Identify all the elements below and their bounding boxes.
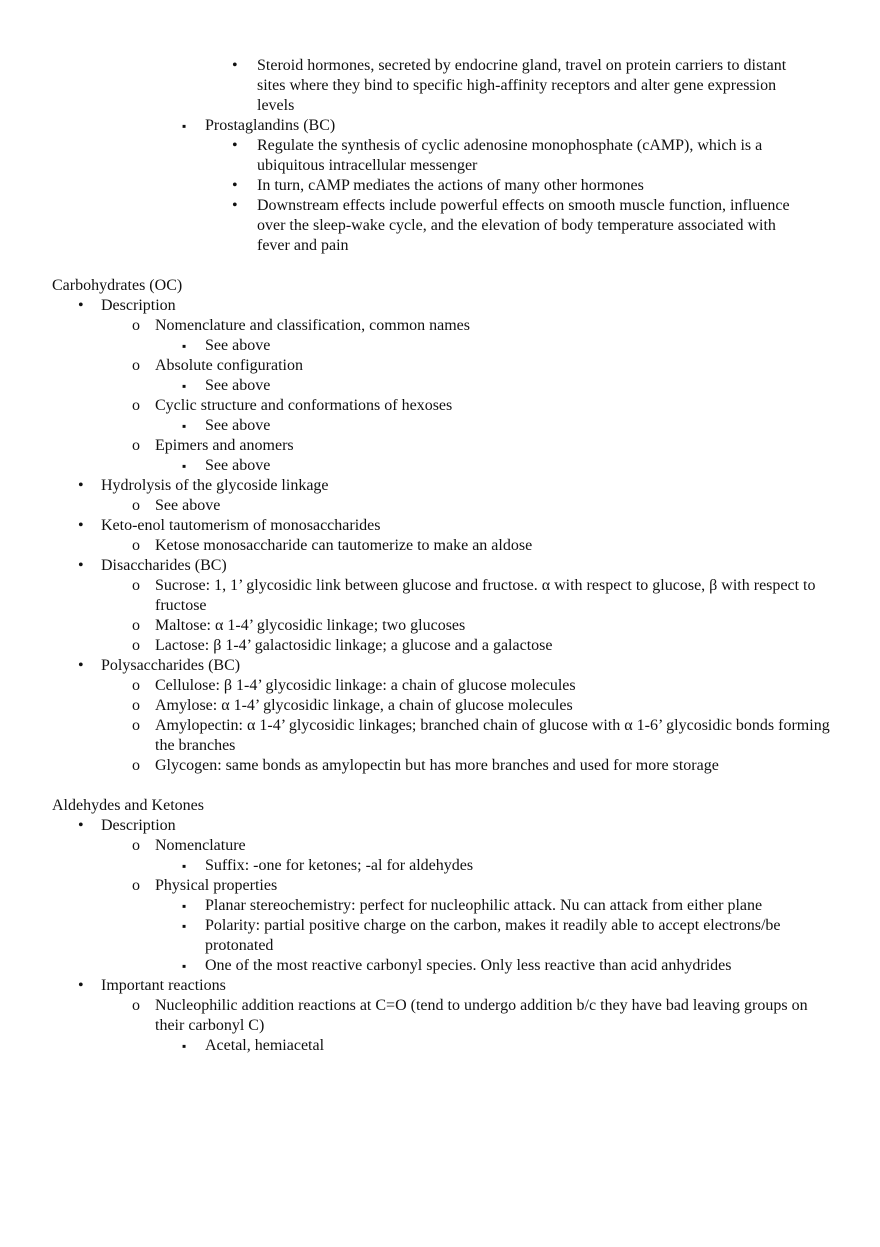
circle-bullet-icon: o [132,437,140,454]
list-item [0,436,830,456]
square-bullet-icon: ▪ [182,119,187,133]
list-item-text: Maltose: α 1-4’ glycosidic linkage; two glucoses [155,617,466,634]
list-item-text: See above [205,377,271,394]
circle-bullet-icon: o [132,317,140,334]
list-item [0,556,830,576]
circle-bullet-icon: o [132,617,140,634]
list-item-text: Nomenclature [155,837,246,854]
list-item [0,316,830,336]
list-item [0,956,830,976]
list-item [0,896,830,916]
list-item-text: Amylopectin: α 1-4’ glycosidic linkages; branched chain of glucose with α 1-6’ glycosidic bonds forming the branches [155,717,830,754]
list-item-text: Polarity: partial positive charge on the carbon, makes it readily able to accept electrons/be protonated [205,917,781,954]
list-item-text: Polysaccharides (BC) [101,657,241,674]
list-item [0,516,830,536]
list-item [0,696,830,716]
square-bullet-icon: ▪ [182,919,187,933]
list-item [0,136,812,176]
list-item [0,196,812,256]
list-item-text: Keto-enol tautomerism of monosaccharides [101,517,381,534]
list-item [0,336,830,356]
list-item [0,636,830,656]
list-item [0,496,830,516]
circle-bullet-icon: o [132,637,140,654]
list-item-text: Planar stereochemistry: perfect for nucleophilic attack. Nu can attack from either plane [205,897,763,914]
list-item-text: Lactose: β 1-4’ galactosidic linkage; a glucose and a galactose [155,637,553,654]
bullet-icon: • [78,817,84,834]
section-heading: Carbohydrates (OC) [52,277,183,294]
list-item-text: One of the most reactive carbonyl species. Only less reactive than acid anhydrides [205,957,732,974]
list-item [0,176,812,196]
bullet-icon: • [232,137,238,154]
section-spacer [0,256,880,276]
list-item [0,456,830,476]
list-item-text: Physical properties [155,877,278,894]
circle-bullet-icon: o [132,877,140,894]
list-item [0,116,830,136]
list-item-text: Cellulose: β 1-4’ glycosidic linkage: a chain of glucose molecules [155,677,576,694]
list-item [0,756,830,776]
list-item-text: Glycogen: same bonds as amylopectin but has more branches and used for more storage [155,757,719,774]
list-item [0,376,830,396]
list-item-text: Amylose: α 1-4’ glycosidic linkage, a chain of glucose molecules [155,697,573,714]
list-item [0,416,830,436]
list-item-text: Description [101,297,176,314]
square-bullet-icon: ▪ [182,1039,187,1053]
square-bullet-icon: ▪ [182,339,187,353]
list-item-text: Epimers and anomers [155,437,294,454]
square-bullet-icon: ▪ [182,859,187,873]
bullet-icon: • [78,517,84,534]
section-heading: Aldehydes and Ketones [52,797,204,814]
section-spacer [0,776,880,796]
bullet-icon: • [78,477,84,494]
list-item [0,536,830,556]
circle-bullet-icon: o [132,577,140,594]
circle-bullet-icon: o [132,397,140,414]
list-item-text: Suffix: -one for ketones; -al for aldehydes [205,857,474,874]
bullet-icon: • [232,177,238,194]
list-item [0,856,830,876]
bullet-icon: • [232,57,238,74]
circle-bullet-icon: o [132,497,140,514]
circle-bullet-icon: o [132,677,140,694]
list-item-text: Description [101,817,176,834]
list-item-text: Absolute configuration [155,357,303,374]
bullet-icon: • [78,557,84,574]
bullet-icon: • [232,197,238,214]
list-item [0,296,830,316]
list-item-text: In turn, cAMP mediates the actions of many other hormones [257,177,644,194]
circle-bullet-icon: o [132,757,140,774]
list-item-text: Important reactions [101,977,226,994]
list-item [0,1036,830,1056]
list-item [0,976,830,996]
list-item [0,656,830,676]
list-item [0,356,830,376]
list-item-text: See above [205,457,271,474]
list-item [0,876,830,896]
list-item [0,616,830,636]
square-bullet-icon: ▪ [182,419,187,433]
circle-bullet-icon: o [132,717,140,734]
list-item-text: See above [155,497,221,514]
list-item-text: See above [205,417,271,434]
circle-bullet-icon: o [132,537,140,554]
list-item-text: Disaccharides (BC) [101,557,227,574]
circle-bullet-icon: o [132,357,140,374]
list-item-text: Steroid hormones, secreted by endocrine gland, travel on protein carriers to distant sites where they bind to specific high-affinity receptors and alter gene expression levels [257,57,787,114]
list-item-text: See above [205,337,271,354]
list-item-text: Prostaglandins (BC) [205,117,336,134]
square-bullet-icon: ▪ [182,379,187,393]
list-item-text: Acetal, hemiacetal [205,1037,325,1054]
list-item-text: Nomenclature and classification, common names [155,317,471,334]
circle-bullet-icon: o [132,697,140,714]
list-item [0,836,830,856]
list-item [0,476,830,496]
list-item-text: Hydrolysis of the glycoside linkage [101,477,329,494]
circle-bullet-icon: o [132,837,140,854]
circle-bullet-icon: o [132,997,140,1014]
square-bullet-icon: ▪ [182,899,187,913]
list-item-text: Nucleophilic addition reactions at C=O (tend to undergo addition b/c they have bad leaving groups on their carbonyl C) [155,997,808,1034]
list-item [0,396,830,416]
square-bullet-icon: ▪ [182,459,187,473]
bullet-icon: • [78,977,84,994]
list-item [0,996,830,1036]
square-bullet-icon: ▪ [182,959,187,973]
list-item-text: Regulate the synthesis of cyclic adenosine monophosphate (cAMP), which is a ubiquitous intracellular messenger [257,137,763,174]
list-item-text: Cyclic structure and conformations of hexoses [155,397,453,414]
list-item-text: Sucrose: 1, 1’ glycosidic link between glucose and fructose. α with respect to glucose, β with respect to fructose [155,577,816,614]
bullet-icon: • [78,657,84,674]
list-item [0,816,830,836]
list-item [0,916,830,956]
list-item-text: Downstream effects include powerful effects on smooth muscle function, influence over the sleep-wake cycle, and the elevation of body temperature associated with fever and pain [257,197,790,254]
list-item [0,56,812,116]
document-page [0,56,880,1056]
list-item-text: Ketose monosaccharide can tautomerize to make an aldose [155,537,533,554]
list-item [0,576,830,616]
list-item [0,676,830,696]
list-item [0,716,830,756]
bullet-icon: • [78,297,84,314]
